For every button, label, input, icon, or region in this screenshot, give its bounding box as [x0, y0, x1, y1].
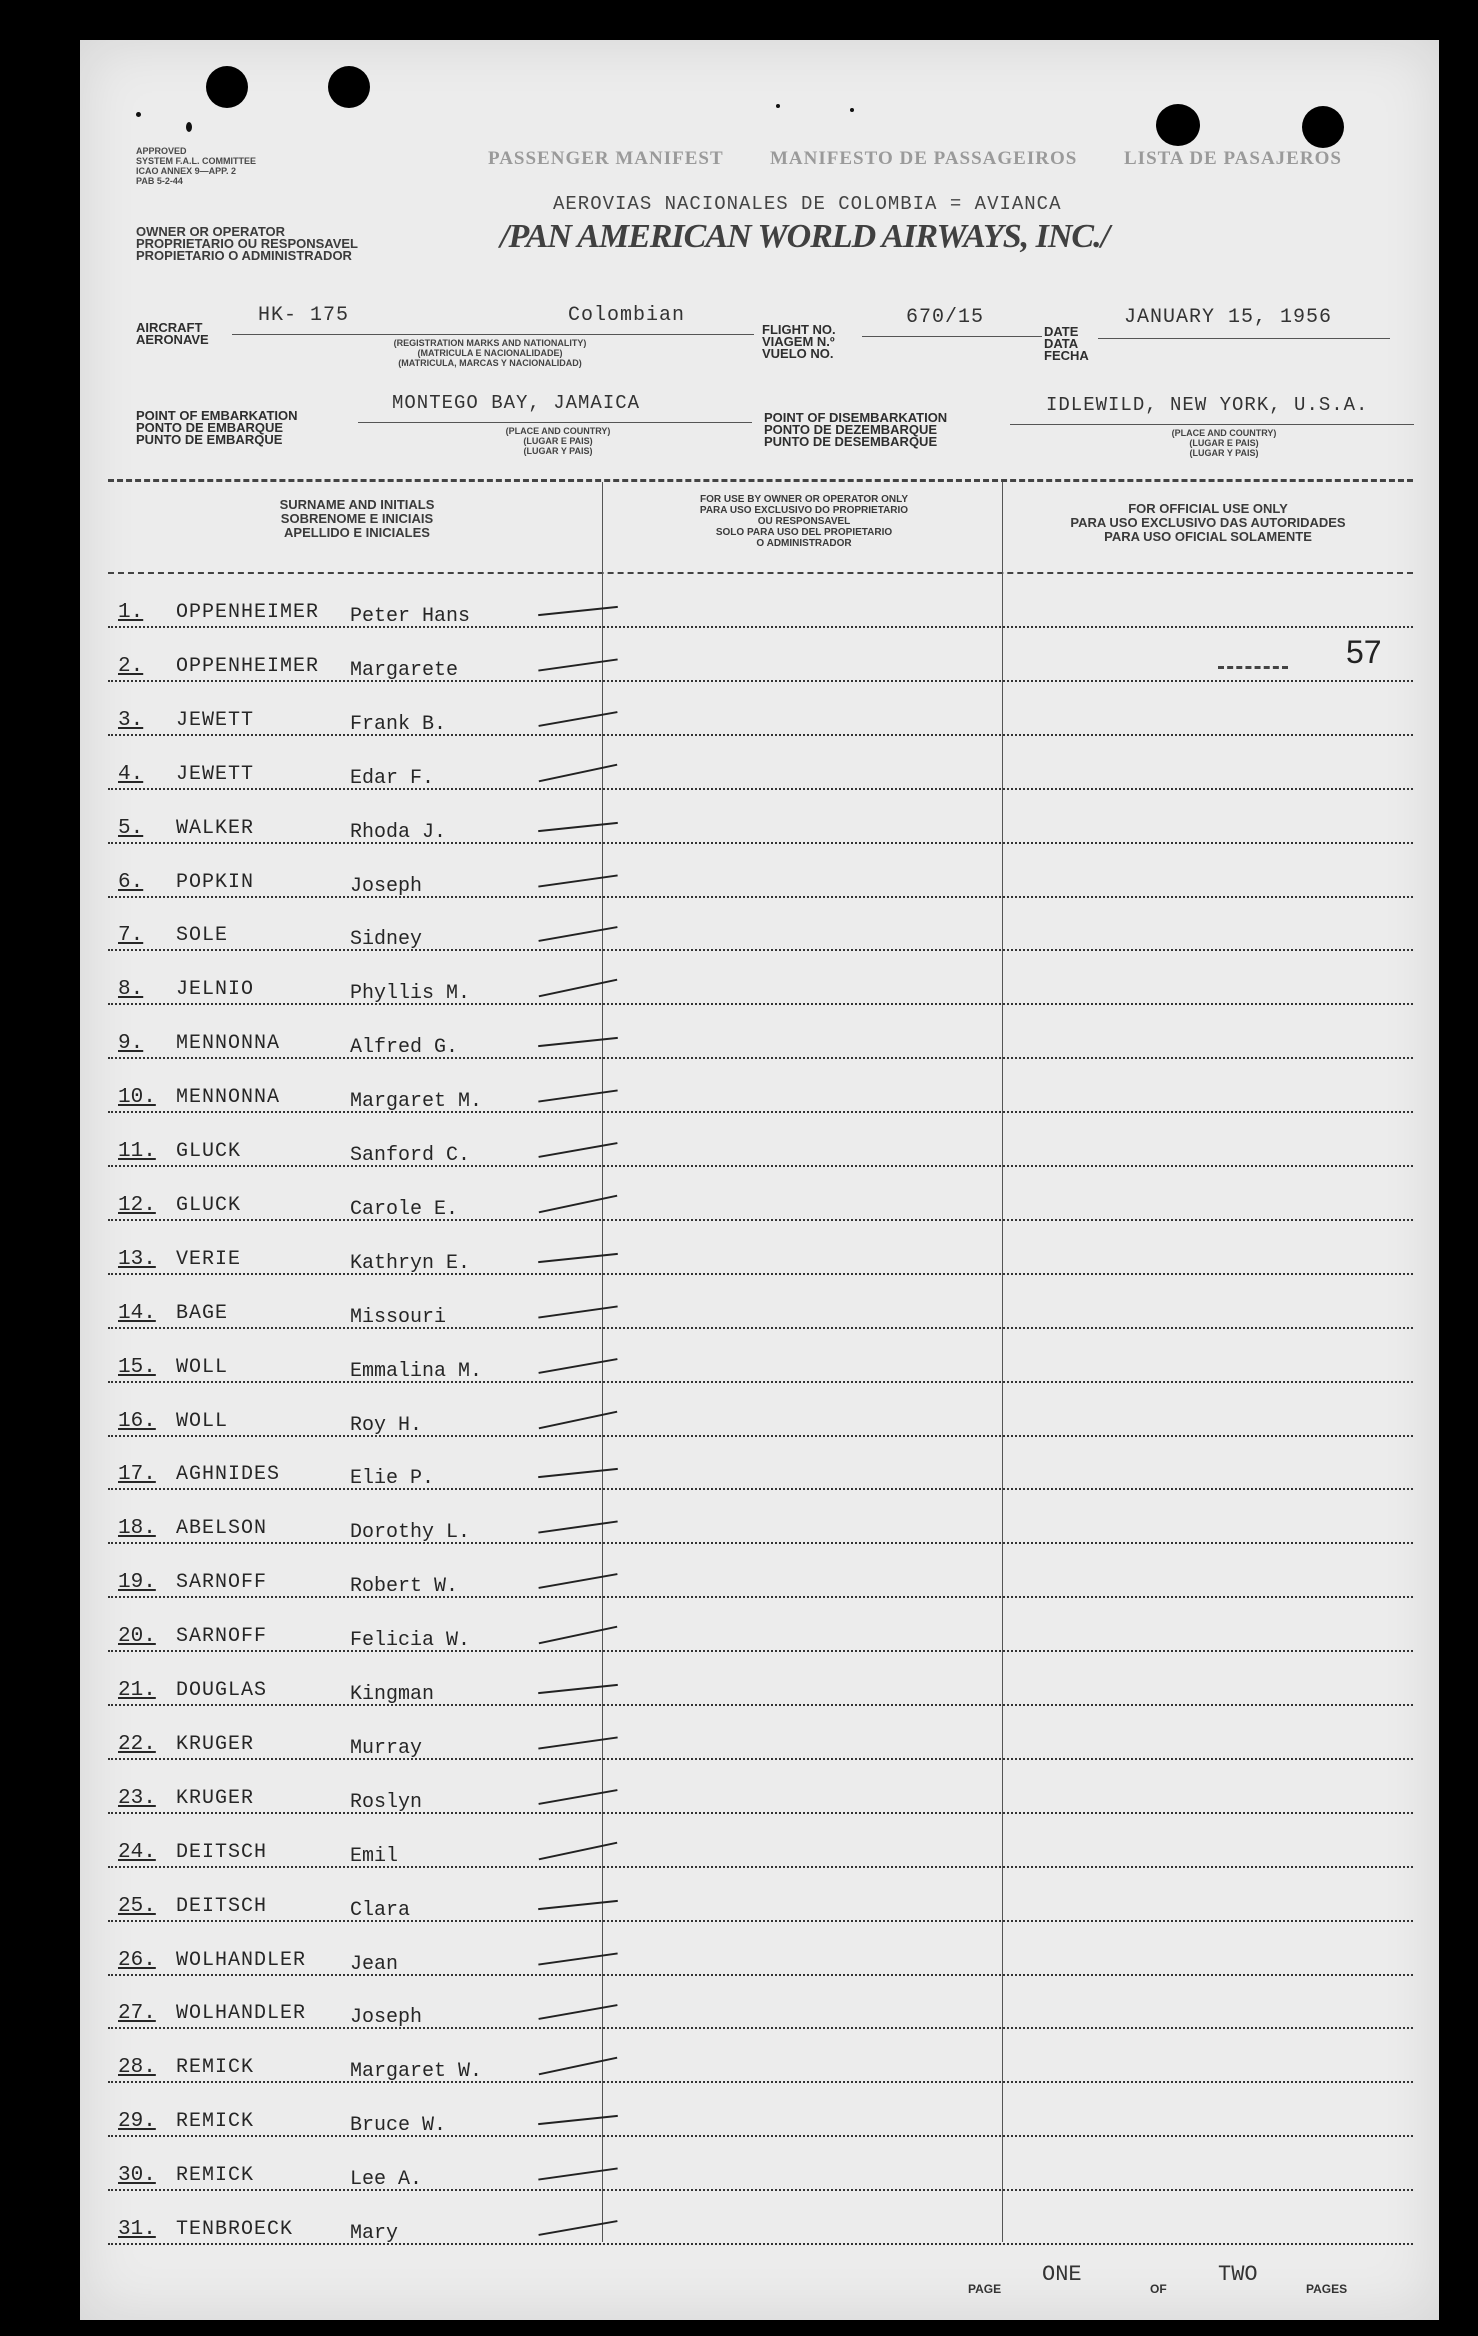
passenger-number: 30.: [118, 2164, 156, 2188]
passenger-number: 4.: [118, 762, 144, 786]
embark-place: MONTEGO BAY, JAMAICA: [392, 392, 641, 414]
check-mark: [538, 2115, 618, 2125]
passenger-surname: WOLHANDLER: [176, 1948, 307, 1972]
airline-line1: AEROVIAS NACIONALES DE COLOMBIA = AVIANCA: [553, 193, 1062, 215]
passenger-row: [108, 1183, 1413, 1221]
passenger-row: [108, 2045, 1413, 2083]
passenger-surname: WALKER: [176, 816, 255, 840]
passenger-surname: TENBROECK: [176, 2218, 294, 2241]
flight-underline: [862, 336, 1042, 337]
official-note: 57: [1346, 634, 1382, 670]
passenger-row: [108, 1021, 1413, 1059]
check-mark: [538, 1573, 617, 1589]
check-mark: [538, 1037, 618, 1047]
passenger-surname: MENNONNA: [176, 1086, 281, 1110]
disembark-label: POINT OF DISEMBARKATION PONTO DE DEZEMBARQUE PUNTO DE DESEMBARQUE: [764, 410, 948, 449]
passenger-given-names: Sidney: [350, 928, 423, 952]
passenger-surname: SARNOFF: [176, 1625, 268, 1649]
speck: [136, 112, 141, 117]
passenger-row: [108, 2207, 1413, 2245]
owner-label: OWNER OR OPERATOR PROPRIETARIO OU RESPONSAVEL PROPIETARIO O ADMINISTRADOR: [136, 224, 358, 263]
passenger-given-names: Lee A.: [350, 2168, 423, 2192]
check-mark: [538, 658, 617, 671]
passenger-surname: MENNONNA: [176, 1032, 281, 1056]
check-mark: [538, 1253, 618, 1263]
passenger-surname: OPPENHEIMER: [176, 654, 320, 678]
passenger-given-names: Carole E.: [350, 1197, 459, 1221]
passenger-surname: DEITSCH: [176, 1840, 268, 1864]
check-mark: [538, 1899, 618, 1909]
aircraft-reg: HK- 175: [258, 304, 350, 327]
passenger-surname: REMICK: [176, 2056, 255, 2080]
passenger-given-names: Clara: [350, 1898, 411, 1922]
passenger-given-names: Felicia W.: [350, 1629, 471, 1653]
passenger-number: 25.: [118, 1894, 156, 1918]
passenger-row: [108, 1452, 1413, 1490]
passenger-surname: REMICK: [176, 2164, 255, 2188]
passenger-surname: DEITSCH: [176, 1894, 268, 1918]
check-mark: [538, 1521, 617, 1534]
passenger-number: 17.: [118, 1463, 156, 1487]
passenger-row: [108, 806, 1413, 844]
check-mark: [538, 1468, 618, 1478]
passenger-given-names: Sanford C.: [350, 1144, 471, 1167]
disembark-place: IDLEWILD, NEW YORK, U.S.A.: [1046, 394, 1369, 416]
passenger-given-names: Margarete: [350, 658, 459, 682]
passenger-number: 22.: [118, 1732, 156, 1756]
passenger-row: [108, 860, 1413, 898]
passenger-row: [108, 1938, 1413, 1976]
passenger-row: [108, 1991, 1413, 2029]
check-mark: [539, 1195, 618, 1214]
passenger-surname: AGHNIDES: [176, 1463, 281, 1487]
passenger-row: [108, 1399, 1413, 1437]
title-spanish: LISTA DE PASAJEROS: [1124, 148, 1342, 169]
check-mark: [538, 1684, 618, 1694]
passenger-surname: JEWETT: [176, 708, 255, 732]
flight-date: JANUARY 15, 1956: [1124, 306, 1333, 329]
passenger-row: [108, 698, 1413, 736]
passenger-row: [108, 1776, 1413, 1814]
disembark-sub: (PLACE AND COUNTRY) (LUGAR E PAIS) (LUGAR Y PAIS): [1171, 428, 1277, 458]
aircraft-nationality: Colombian: [568, 304, 686, 327]
passenger-given-names: Robert W.: [350, 1575, 459, 1599]
passenger-number: 11.: [118, 1140, 156, 1163]
passenger-surname: BAGE: [176, 1301, 229, 1325]
passenger-given-names: Roslyn: [350, 1790, 423, 1814]
aircraft-sub: (REGISTRATION MARKS AND NATIONALITY) (MATRICULA E NACIONALIDADE) (MATRICULA, MARCAS Y NACIONALIDAD): [393, 338, 587, 368]
date-underline: [1098, 338, 1390, 339]
passenger-surname: GLUCK: [176, 1193, 242, 1217]
col-header-names: SURNAME AND INITIALS SOBRENOME E INICIAIS APELLIDO E INICIALES: [279, 497, 435, 540]
passenger-number: 12.: [118, 1193, 156, 1217]
passenger-given-names: Jean: [350, 1952, 399, 1976]
passenger-surname: REMICK: [176, 2110, 255, 2134]
passenger-number: 5.: [118, 816, 144, 840]
passenger-number: 3.: [118, 708, 144, 732]
passenger-surname: WOLHANDLER: [176, 2002, 307, 2026]
passenger-given-names: Roy H.: [350, 1413, 423, 1437]
passenger-row: [108, 1722, 1413, 1760]
passenger-number: 9.: [118, 1032, 144, 1056]
col-header-owner: FOR USE BY OWNER OR OPERATOR ONLY PARA USO EXCLUSIVO DO PROPRIETARIO OU RESPONSAVEL SOLO PARA USO DEL PROPIETARIO O ADMINISTRADOR: [699, 494, 909, 549]
page-value: ONE: [1042, 2262, 1082, 2287]
passenger-row: [108, 1129, 1413, 1167]
passenger-row: [108, 752, 1413, 790]
passenger-number: 28.: [118, 2056, 156, 2080]
punch-hole: [1156, 104, 1200, 146]
passenger-surname: JELNIO: [176, 978, 255, 1002]
embark-label: POINT OF EMBARKATION PONTO DE EMBARQUE PUNTO DE EMBARQUE: [136, 408, 298, 447]
passenger-surname: KRUGER: [176, 1732, 255, 1756]
passenger-surname: VERIE: [176, 1247, 242, 1271]
passenger-surname: WOLL: [176, 1409, 229, 1433]
passenger-row: [108, 590, 1413, 628]
passenger-surname: SOLE: [176, 924, 229, 948]
passenger-surname: DOUGLAS: [176, 1679, 268, 1702]
check-mark: [538, 1358, 617, 1374]
page-label: PAGE: [968, 2282, 1002, 2296]
passenger-given-names: Missouri: [350, 1305, 447, 1329]
check-mark: [538, 1952, 617, 1965]
passenger-given-names: Margaret W.: [350, 2060, 483, 2084]
passenger-given-names: Margaret M.: [350, 1090, 483, 1114]
passenger-given-names: Frank B.: [350, 712, 447, 736]
passenger-given-names: Joseph: [350, 874, 423, 898]
passenger-given-names: Mary: [350, 2222, 399, 2245]
disembark-underline: [1010, 424, 1414, 425]
title-english: PASSENGER MANIFEST: [488, 148, 724, 169]
passenger-number: 10.: [118, 1086, 156, 1110]
airline-line2: /PAN AMERICAN WORLD AIRWAYS, INC./: [500, 218, 1110, 255]
passenger-number: 23.: [118, 1786, 156, 1810]
flight-label: FLIGHT NO. VIAGEM N.º VUELO NO.: [762, 322, 836, 361]
check-mark: [539, 979, 618, 998]
punch-hole: [206, 66, 248, 108]
passenger-surname: GLUCK: [176, 1140, 242, 1163]
check-mark: [538, 2168, 617, 2181]
passenger-number: 27.: [118, 2002, 156, 2026]
passenger-number: 19.: [118, 1571, 156, 1595]
passenger-number: 21.: [118, 1679, 156, 1702]
passenger-given-names: Kingman: [350, 1683, 435, 1706]
passenger-surname: KRUGER: [176, 1786, 255, 1810]
table-header-rule: [108, 572, 1413, 574]
of-label: OF: [1150, 2282, 1167, 2296]
speck: [850, 108, 854, 112]
passenger-given-names: Dorothy L.: [350, 1521, 471, 1545]
check-mark: [539, 1410, 618, 1429]
flight-number: 670/15: [906, 306, 985, 329]
passenger-given-names: Rhoda J.: [350, 820, 447, 844]
passenger-given-names: Phyllis M.: [350, 982, 471, 1006]
passenger-row: [108, 1075, 1413, 1113]
check-mark: [538, 1736, 617, 1749]
check-mark: [539, 1626, 618, 1645]
passenger-row: [108, 1560, 1413, 1598]
passenger-given-names: Elie P.: [350, 1467, 435, 1491]
table-top-rule: [108, 479, 1413, 482]
of-value: TWO: [1218, 2262, 1258, 2287]
approval-block: APPROVED SYSTEM F.A.L. COMMITTEE ICAO ANNEX 9—APP. 2 PAB 5-2-44: [136, 146, 257, 186]
date-label: DATE DATA FECHA: [1044, 324, 1089, 363]
embark-sub: (PLACE AND COUNTRY) (LUGAR E PAIS) (LUGAR Y PAIS): [505, 426, 611, 456]
check-mark: [538, 1789, 617, 1805]
passenger-row: [108, 2099, 1413, 2137]
passenger-row: [108, 644, 1413, 682]
passenger-number: 13.: [118, 1247, 156, 1271]
manifest-sheet: [80, 40, 1439, 2320]
passenger-number: 1.: [118, 601, 144, 624]
passenger-given-names: Murray: [350, 1736, 423, 1760]
passenger-row: [108, 1668, 1413, 1706]
check-mark: [538, 821, 618, 831]
check-mark: [538, 2220, 617, 2236]
passenger-row: [108, 1237, 1413, 1275]
speck: [776, 104, 780, 108]
check-mark: [538, 1305, 617, 1318]
passenger-number: 14.: [118, 1301, 156, 1325]
passenger-number: 20.: [118, 1625, 156, 1649]
col-header-official: FOR OFFICIAL USE ONLY PARA USO EXCLUSIVO DAS AUTORIDADES PARA USO OFICIAL SOLAMENTE: [1070, 501, 1346, 544]
passenger-row: [108, 1506, 1413, 1544]
aircraft-label: AIRCRAFT AERONAVE: [136, 320, 209, 347]
passenger-row: [108, 967, 1413, 1005]
passenger-surname: SARNOFF: [176, 1571, 268, 1595]
aircraft-underline: [232, 334, 754, 335]
pages-label: PAGES: [1306, 2282, 1348, 2296]
passenger-number: 24.: [118, 1840, 156, 1864]
check-mark: [538, 711, 617, 727]
check-mark: [538, 926, 617, 942]
passenger-surname: ABELSON: [176, 1517, 268, 1541]
passenger-number: 15.: [118, 1355, 156, 1379]
passenger-row: [108, 1830, 1413, 1868]
passenger-given-names: Joseph: [350, 2006, 423, 2030]
passenger-given-names: Emil: [350, 1844, 399, 1868]
check-mark: [539, 2057, 618, 2076]
passenger-row: [108, 1614, 1413, 1652]
passenger-number: 16.: [118, 1409, 156, 1433]
passenger-number: 2.: [118, 654, 144, 678]
passenger-number: 26.: [118, 1948, 156, 1972]
passenger-row: [108, 1345, 1413, 1383]
speck: [186, 122, 192, 132]
check-mark: [538, 874, 617, 887]
passenger-row: [108, 2153, 1413, 2191]
check-mark: [538, 1090, 617, 1103]
passenger-number: 31.: [118, 2218, 156, 2241]
passenger-number: 6.: [118, 870, 144, 894]
passenger-given-names: Kathryn E.: [350, 1251, 471, 1275]
check-mark: [539, 763, 618, 782]
embark-underline: [358, 422, 752, 423]
passenger-row: [108, 1884, 1413, 1922]
passenger-given-names: Alfred G.: [350, 1036, 459, 1060]
passenger-given-names: Peter Hans: [350, 605, 471, 628]
passenger-row: [108, 913, 1413, 951]
passenger-number: 8.: [118, 978, 144, 1002]
passenger-number: 18.: [118, 1517, 156, 1541]
passenger-number: 29.: [118, 2110, 156, 2134]
title-portuguese: MANIFESTO DE PASSAGEIROS: [770, 148, 1078, 169]
check-mark: [538, 2004, 617, 2020]
passenger-number: 7.: [118, 924, 144, 948]
passenger-given-names: Edar F.: [350, 766, 435, 790]
passenger-surname: JEWETT: [176, 762, 255, 786]
passenger-given-names: Bruce W.: [350, 2114, 447, 2138]
check-mark: [538, 1142, 617, 1158]
punch-hole: [1302, 106, 1344, 148]
passenger-surname: POPKIN: [176, 870, 255, 894]
check-mark: [538, 606, 618, 616]
passenger-given-names: Emmalina M.: [350, 1359, 483, 1383]
passenger-surname: WOLL: [176, 1355, 229, 1379]
check-mark: [539, 1841, 618, 1860]
passenger-row: [108, 1291, 1413, 1329]
official-dash: [1218, 666, 1288, 669]
punch-hole: [328, 66, 370, 108]
passenger-surname: OPPENHEIMER: [176, 601, 320, 624]
